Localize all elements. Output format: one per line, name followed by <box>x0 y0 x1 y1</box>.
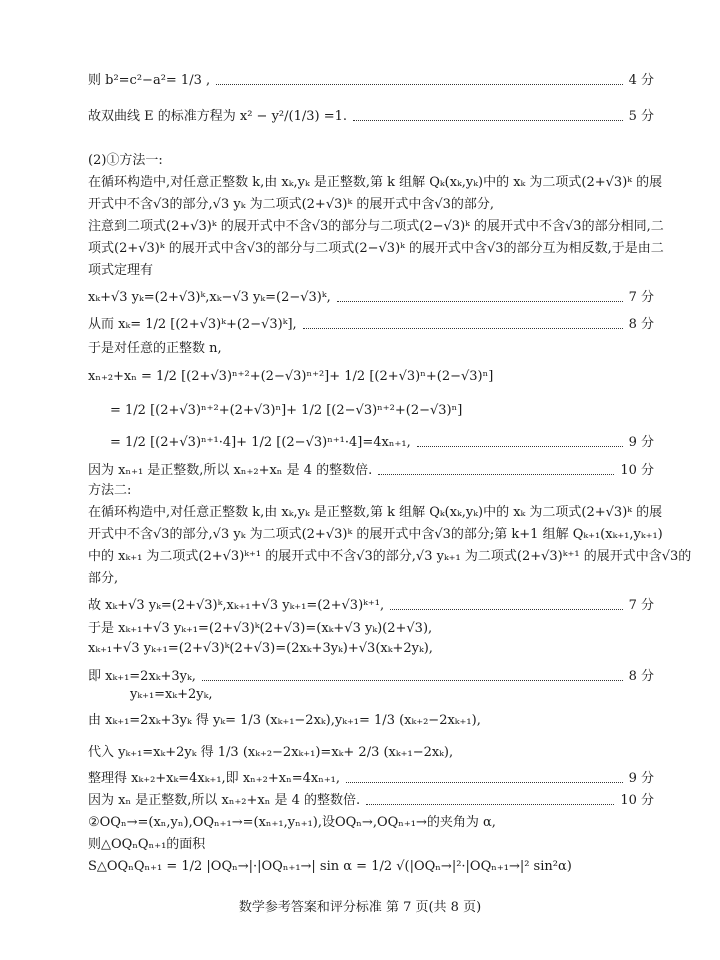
text-line <box>88 546 692 568</box>
line-text: 由 xₖ₊₁=2xₖ+3yₖ 得 yₖ= 1/3 (xₖ₊₁−2xₖ),yₖ₊₁= 1/3 (xₖ₊₂−2xₖ₊₁), <box>88 713 481 728</box>
line-text: 部分, <box>88 571 119 586</box>
line-text: xₙ₊₂+xₙ = 1/2 [(2+√3)ⁿ⁺²+(2−√3)ⁿ⁺²]+ 1/2 [(2+√3)ⁿ+(2−√3)ⁿ] <box>88 369 494 384</box>
score-label: 7 分 <box>628 290 654 305</box>
line-text: yₖ₊₁=xₖ+2yₖ, <box>130 687 213 702</box>
text-line <box>88 480 654 502</box>
line-text: 则 b²=c²−a²= 1/3 , <box>88 73 211 88</box>
text-line <box>88 460 654 482</box>
text-line <box>88 338 654 360</box>
text-line <box>88 70 654 92</box>
text-line <box>88 524 663 546</box>
leader-dots <box>337 301 623 302</box>
score-label: 8 分 <box>628 669 654 684</box>
line-text: S△OQₙQₙ₊₁ = 1/2 |OQₙ→|·|OQₙ₊₁→| sin α = 1/2 √(|OQₙ→|²·|OQₙ₊₁→|² sin²α) <box>88 859 572 874</box>
line-text: 整理得 xₖ₊₂+xₖ=4xₖ₊₁,即 xₙ₊₂+xₙ=4xₙ₊₁, <box>88 771 341 786</box>
score-label: 4 分 <box>628 73 654 88</box>
leader-dots <box>303 328 623 329</box>
score-label: 9 分 <box>628 435 654 450</box>
text-line <box>88 812 654 834</box>
leader-dots <box>353 120 623 121</box>
line-text: xₖ₊₁+√3 yₖ₊₁=(2+√3)ᵏ(2+√3)=(2xₖ+3yₖ)+√3(xₖ+2yₖ), <box>88 641 433 656</box>
text-line <box>88 638 654 660</box>
text-line <box>88 314 654 336</box>
page-footer: 数学参考答案和评分标准 第 7 页(共 8 页) <box>238 900 482 915</box>
line-text: 在循环构造中,对任意正整数 k,由 xₖ,yₖ 是正整数,第 k 组解 Qₖ(xₖ,yₖ)中的 xₖ 为二项式(2+√3)ᵏ 的展 <box>88 175 663 190</box>
score-label: 8 分 <box>628 317 654 332</box>
text-line <box>88 856 654 878</box>
text-line <box>88 834 654 856</box>
line-text: 开式中不含√3的部分,√3 yₖ 为二项式(2+√3)ᵏ 的展开式中含√3的部分, <box>88 197 495 212</box>
line-text: 项式定理有 <box>88 263 154 278</box>
line-text: 项式(2+√3)ᵏ 的展开式中含√3的部分与二项式(2−√3)ᵏ 的展开式中含√3的部分互为相反数,于是由二 <box>88 241 664 256</box>
text-line <box>88 216 664 238</box>
score-label: 10 分 <box>620 793 654 808</box>
text-line <box>88 790 654 812</box>
score-label: 10 分 <box>620 463 654 478</box>
line-text: 中的 xₖ₊₁ 为二项式(2+√3)ᵏ⁺¹ 的展开式中不含√3的部分,√3 yₖ₊₁ 为二项式(2+√3)ᵏ⁺¹ 的展开式中含√3的 <box>88 549 692 564</box>
text-line <box>110 432 654 454</box>
line-text: 于是 xₖ₊₁+√3 yₖ₊₁=(2+√3)ᵏ(2+√3)=(xₖ+√3 yₖ)(2+√3), <box>88 621 433 636</box>
score-label: 7 分 <box>628 598 654 613</box>
score-label: 9 分 <box>628 771 654 786</box>
line-text: 故 xₖ+√3 yₖ=(2+√3)ᵏ,xₖ₊₁+√3 yₖ₊₁=(2+√3)ᵏ⁺¹, <box>88 598 385 613</box>
text-line <box>88 260 654 282</box>
text-line <box>88 287 654 309</box>
text-line <box>88 172 663 194</box>
leader-dots <box>378 474 614 475</box>
text-line <box>88 768 654 790</box>
leader-dots <box>346 782 623 783</box>
text-line <box>88 742 654 764</box>
text-line <box>88 618 654 640</box>
text-line <box>88 150 654 172</box>
line-text: (2)①方法一: <box>88 153 163 168</box>
line-text: 开式中不含√3的部分,√3 yₖ 为二项式(2+√3)ᵏ 的展开式中含√3的部分;第 k+1 组解 Qₖ₊₁(xₖ₊₁,yₖ₊₁) <box>88 527 663 542</box>
score-label: 5 分 <box>628 109 654 124</box>
line-text: 则△OQₙQₙ₊₁的面积 <box>88 837 206 852</box>
line-text: 注意到二项式(2+√3)ᵏ 的展开式中不含√3的部分与二项式(2−√3)ᵏ 的展开式中不含√3的部分相同,二 <box>88 219 664 234</box>
line-text: = 1/2 [(2+√3)ⁿ⁺¹·4]+ 1/2 [(2−√3)ⁿ⁺¹·4]=4xₙ₊₁, <box>110 435 411 450</box>
leader-dots <box>202 680 623 681</box>
line-text: 在循环构造中,对任意正整数 k,由 xₖ,yₖ 是正整数,第 k 组解 Qₖ(xₖ,yₖ)中的 xₖ 为二项式(2+√3)ᵏ 的展 <box>88 505 663 520</box>
leader-dots <box>390 609 623 610</box>
line-text: 代入 yₖ₊₁=xₖ+2yₖ 得 1/3 (xₖ₊₂−2xₖ₊₁)=xₖ+ 2/3 (xₖ₊₁−2xₖ), <box>88 745 454 760</box>
line-text: 于是对任意的正整数 n, <box>88 341 222 356</box>
line-text: 方法二: <box>88 483 132 498</box>
line-text: ②OQₙ→=(xₙ,yₙ),OQₙ₊₁→=(xₙ₊₁,yₙ₊₁),设OQₙ→,OQₙ₊₁→的夹角为 α, <box>88 815 496 830</box>
line-text: 因为 xₙ 是正整数,所以 xₙ₊₂+xₙ 是 4 的整数倍. <box>88 793 361 808</box>
text-line <box>110 400 654 422</box>
line-text: xₖ+√3 yₖ=(2+√3)ᵏ,xₖ−√3 yₖ=(2−√3)ᵏ, <box>88 290 331 305</box>
line-text: 因为 xₙ₊₁ 是正整数,所以 xₙ₊₂+xₙ 是 4 的整数倍. <box>88 463 373 478</box>
text-line <box>88 106 654 128</box>
text-line <box>88 568 654 590</box>
line-text: = 1/2 [(2+√3)ⁿ⁺²+(2+√3)ⁿ]+ 1/2 [(2−√3)ⁿ⁺²+(2−√3)ⁿ] <box>110 403 463 418</box>
text-line <box>88 366 654 388</box>
text-line <box>88 502 663 524</box>
leader-dots <box>366 804 614 805</box>
leader-dots <box>216 84 622 85</box>
text-line <box>88 710 654 732</box>
line-text: 故双曲线 E 的标准方程为 x² − y²/(1/3) =1. <box>88 109 348 124</box>
text-line <box>88 595 654 617</box>
line-text: 从而 xₖ= 1/2 [(2+√3)ᵏ+(2−√3)ᵏ], <box>88 317 297 332</box>
leader-dots <box>417 446 623 447</box>
text-line <box>130 684 654 706</box>
text-line <box>88 194 654 216</box>
text-line <box>88 238 664 260</box>
line-text: 即 xₖ₊₁=2xₖ+3yₖ, <box>88 669 196 684</box>
